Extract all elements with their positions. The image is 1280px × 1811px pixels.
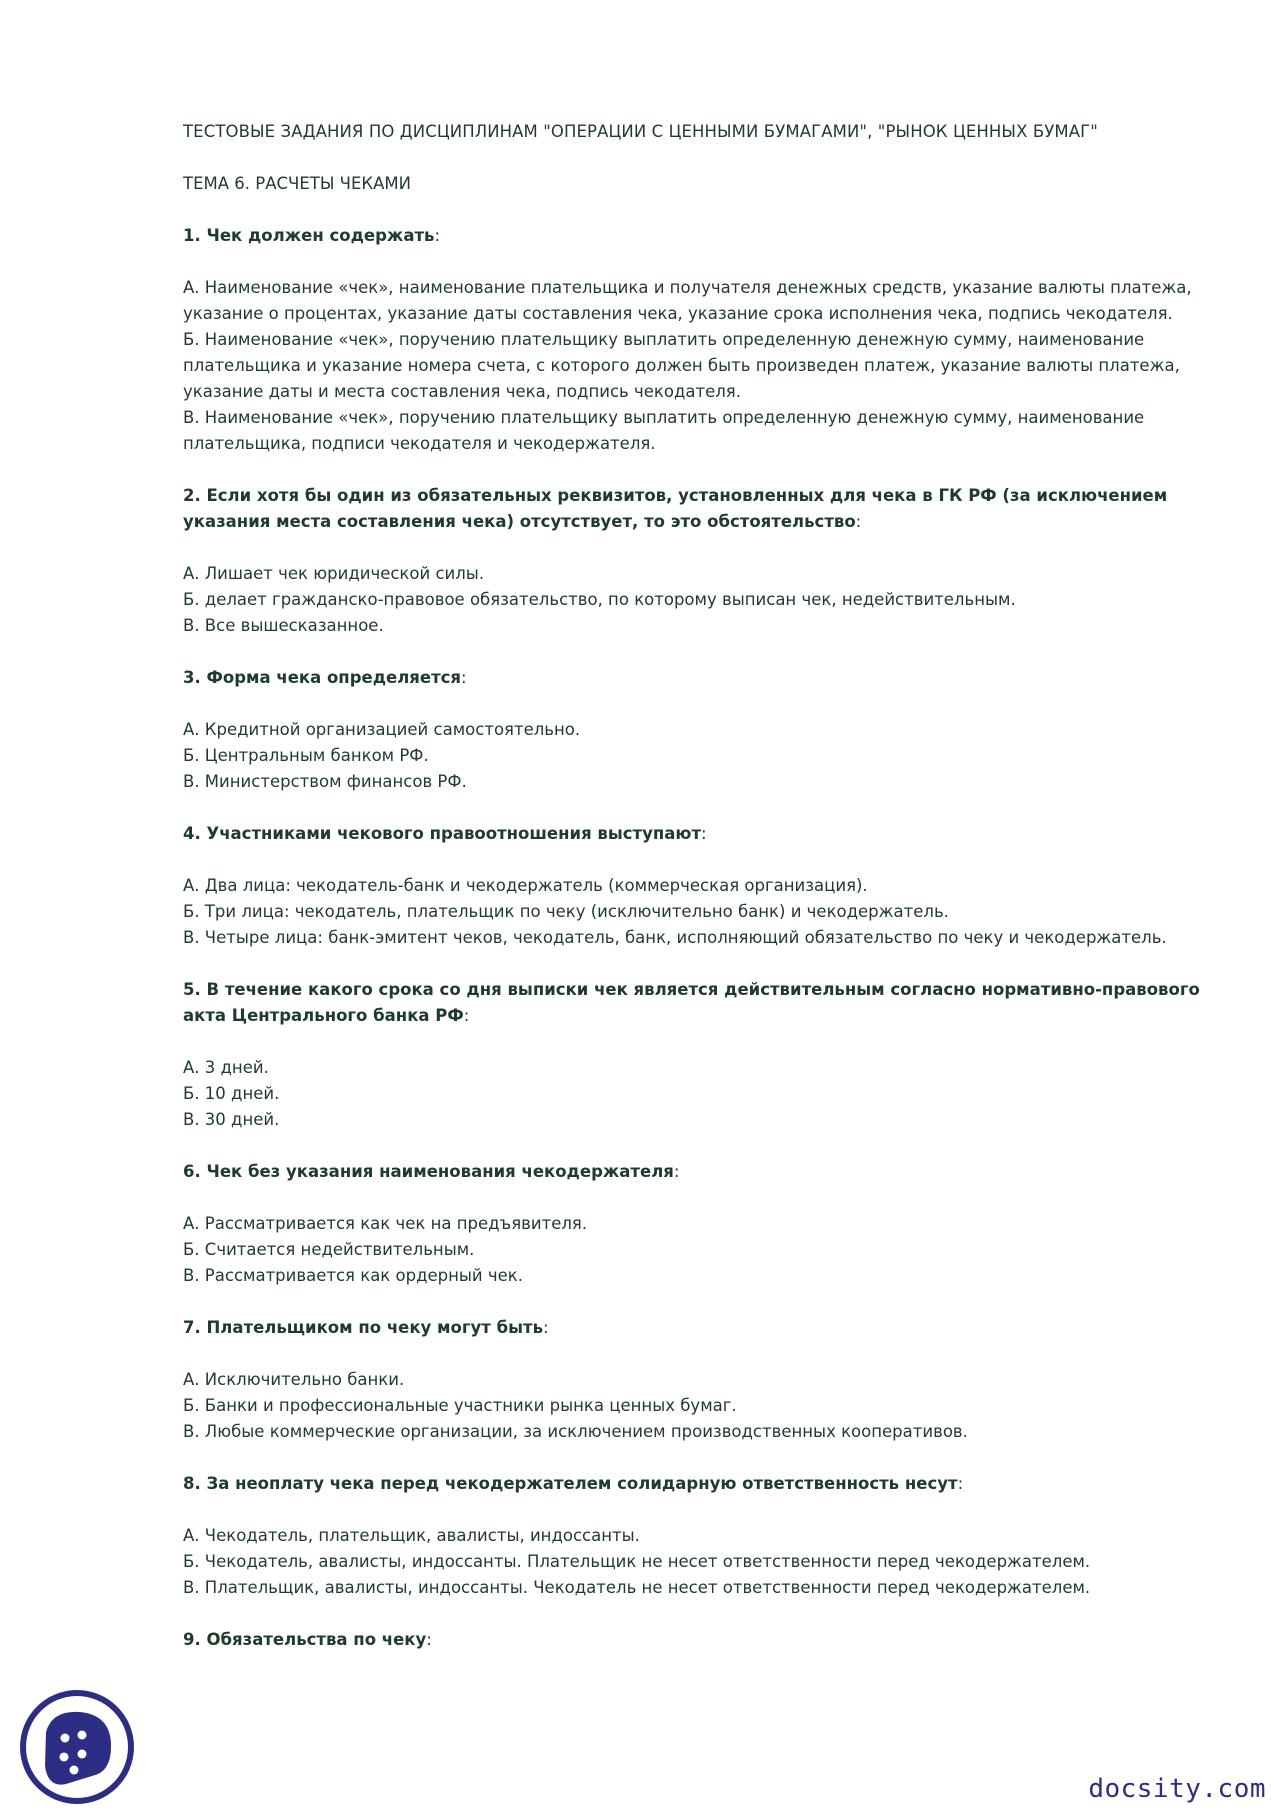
question-text: 1. Чек должен содержать:: [183, 226, 441, 245]
answer-option: А. Кредитной организацией самостоятельно.: [183, 720, 581, 739]
answer-option: А. 3 дней.: [183, 1058, 269, 1077]
answer-option: В. Плательщик, авалисты, индоссанты. Чекодатель не несет ответственности перед чекодержателем.: [183, 1578, 1091, 1597]
answer-option: А. Лишает чек юридической силы.: [183, 564, 485, 583]
answer-option: А. Наименование «чек», наименование плательщика и получателя денежных средств, указание валюты платежа, указание о процентах, указание даты составления чека, указание срока исполнения чека, подпись чекодателя.: [183, 278, 1192, 323]
document-title: ТЕСТОВЫЕ ЗАДАНИЯ ПО ДИСЦИПЛИНАМ "ОПЕРАЦИИ С ЦЕННЫМИ БУМАГАМИ", "РЫНОК ЦЕННЫХ БУМАГ": [183, 122, 1098, 141]
answer-option: В. Наименование «чек», поручению плательщику выплатить определенную денежную сумму, наименование плательщика, подписи чекодателя и чекодержателя.: [183, 408, 1145, 453]
question-7: [183, 1315, 1223, 1445]
answer-option: Б. 10 дней.: [183, 1084, 280, 1103]
question-text: 8. За неоплату чека перед чекодержателем солидарную ответственность несут:: [183, 1474, 964, 1493]
question-text: 9. Обязательства по чеку:: [183, 1630, 432, 1649]
question-text: 7. Плательщиком по чеку могут быть:: [183, 1318, 549, 1337]
answer-option: А. Рассматривается как чек на предъявителя.: [183, 1214, 588, 1233]
answer-option: В. Все вышесказанное.: [183, 616, 384, 635]
answer-option: А. Два лица: чекодатель-банк и чекодержатель (коммерческая организация).: [183, 876, 868, 895]
answer-option: Б. Чекодатель, авалисты, индоссанты. Плательщик не несет ответственности перед чекодержателем.: [183, 1552, 1091, 1571]
answer-option: А. Исключительно банки.: [183, 1370, 405, 1389]
question-text: 2. Если хотя бы один из обязательных реквизитов, установленных для чека в ГК РФ (за исключением указания места составления чека) отсутствует, то это обстоятельство:: [183, 486, 1168, 531]
document-page: [183, 119, 1223, 1679]
question-text: 4. Участниками чекового правоотношения выступают:: [183, 824, 707, 843]
answer-option: В. Рассматривается как ордерный чек.: [183, 1266, 524, 1285]
answer-option: Б. Считается недействительным.: [183, 1240, 475, 1259]
answer-option: Б. Наименование «чек», поручению плательщику выплатить определенную денежную сумму, наименование плательщика и указание номера счета, с которого должен быть произведен платеж, указание валюты платежа, указание даты и места составления чека, подпись чекодателя.: [183, 330, 1180, 401]
question-5: [183, 977, 1223, 1133]
question-4: [183, 821, 1223, 951]
answer-option: В. 30 дней.: [183, 1110, 280, 1129]
answer-option: В. Любые коммерческие организации, за исключением производственных кооперативов.: [183, 1422, 968, 1441]
answer-option: Б. Три лица: чекодатель, плательщик по чеку (исключительно банк) и чекодержатель.: [183, 902, 949, 921]
answer-option: А. Чекодатель, плательщик, авалисты, индоссанты.: [183, 1526, 640, 1545]
answer-option: В. Четыре лица: банк-эмитент чеков, чекодатель, банк, исполняющий обязательство по чеку и чекодержатель.: [183, 928, 1167, 947]
answer-option: Б. Банки и профессиональные участники рынка ценных бумаг.: [183, 1396, 737, 1415]
question-9: [183, 1627, 1223, 1653]
topic-heading: ТЕМА 6. РАСЧЕТЫ ЧЕКАМИ: [183, 174, 411, 193]
docsity-logo-icon: [18, 1688, 136, 1806]
answer-option: Б. делает гражданско-правовое обязательство, по которому выписан чек, недействительным.: [183, 590, 1016, 609]
question-6: [183, 1159, 1223, 1289]
question-text: 3. Форма чека определяется:: [183, 668, 467, 687]
question-8: [183, 1471, 1223, 1601]
question-1: [183, 223, 1223, 457]
question-3: [183, 665, 1223, 795]
answer-option: В. Министерством финансов РФ.: [183, 772, 467, 791]
docsity-brand-text[interactable]: docsity.com: [1088, 1774, 1266, 1804]
question-text: 6. Чек без указания наименования чекодержателя:: [183, 1162, 680, 1181]
question-2: [183, 483, 1223, 639]
question-text: 5. В течение какого срока со дня выписки чек является действительным согласно нормативно-правового акта Центрального банка РФ:: [183, 980, 1200, 1025]
answer-option: Б. Центральным банком РФ.: [183, 746, 429, 765]
